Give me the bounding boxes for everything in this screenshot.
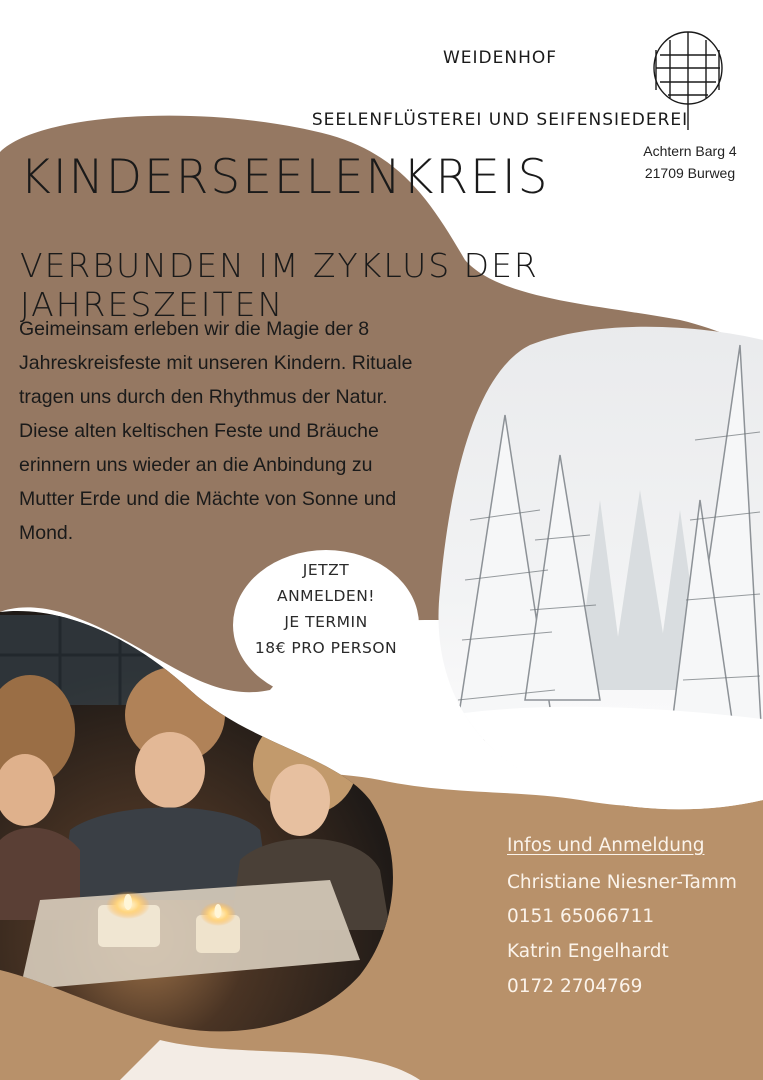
description-line: Diese alten keltischen Feste und Bräuche	[19, 420, 379, 442]
contact-phone-2: 0172 2704769	[507, 976, 643, 997]
price-line: JE TERMIN	[284, 613, 368, 631]
signup-line: JETZT	[302, 561, 350, 579]
contact-phone-1: 0151 65066711	[507, 906, 655, 927]
description-text	[19, 312, 489, 550]
brand-tagline: SEELENFLÜSTEREI UND SEIFENSIEDEREI	[311, 110, 689, 130]
description-line: erinnern uns wieder an die Anbindung zu	[19, 454, 373, 476]
page-title: KINDERSEELENKREIS	[20, 150, 550, 205]
address-street: Achtern Barg 4	[643, 143, 737, 159]
signup-bubble	[233, 550, 419, 700]
page-subtitle: VERBUNDEN IM ZYKLUS DER JAHRESZEITEN	[20, 246, 539, 324]
description-line: Jahreskreisfeste mit unseren Kindern. Rituale	[19, 352, 413, 374]
description-line: Mond.	[19, 522, 74, 544]
description-line: tragen uns durch den Rhythmus der Natur.	[19, 386, 388, 408]
brand-name: WEIDENHOF	[442, 48, 558, 68]
contact-name-2: Katrin Engelhardt	[507, 941, 669, 962]
price-line: 18€ PRO PERSON	[254, 639, 398, 657]
contact-heading: Infos und Anmeldung	[507, 835, 705, 856]
description-line: Mutter Erde und die Mächte von Sonne und	[19, 488, 397, 510]
signup-line: ANMELDEN!	[276, 587, 376, 605]
address-city: 21709 Burweg	[644, 165, 736, 181]
description-line: Geimeinsam erleben wir die Magie der 8	[19, 318, 370, 340]
contact-name-1: Christiane Niesner-Tamm	[507, 872, 737, 893]
